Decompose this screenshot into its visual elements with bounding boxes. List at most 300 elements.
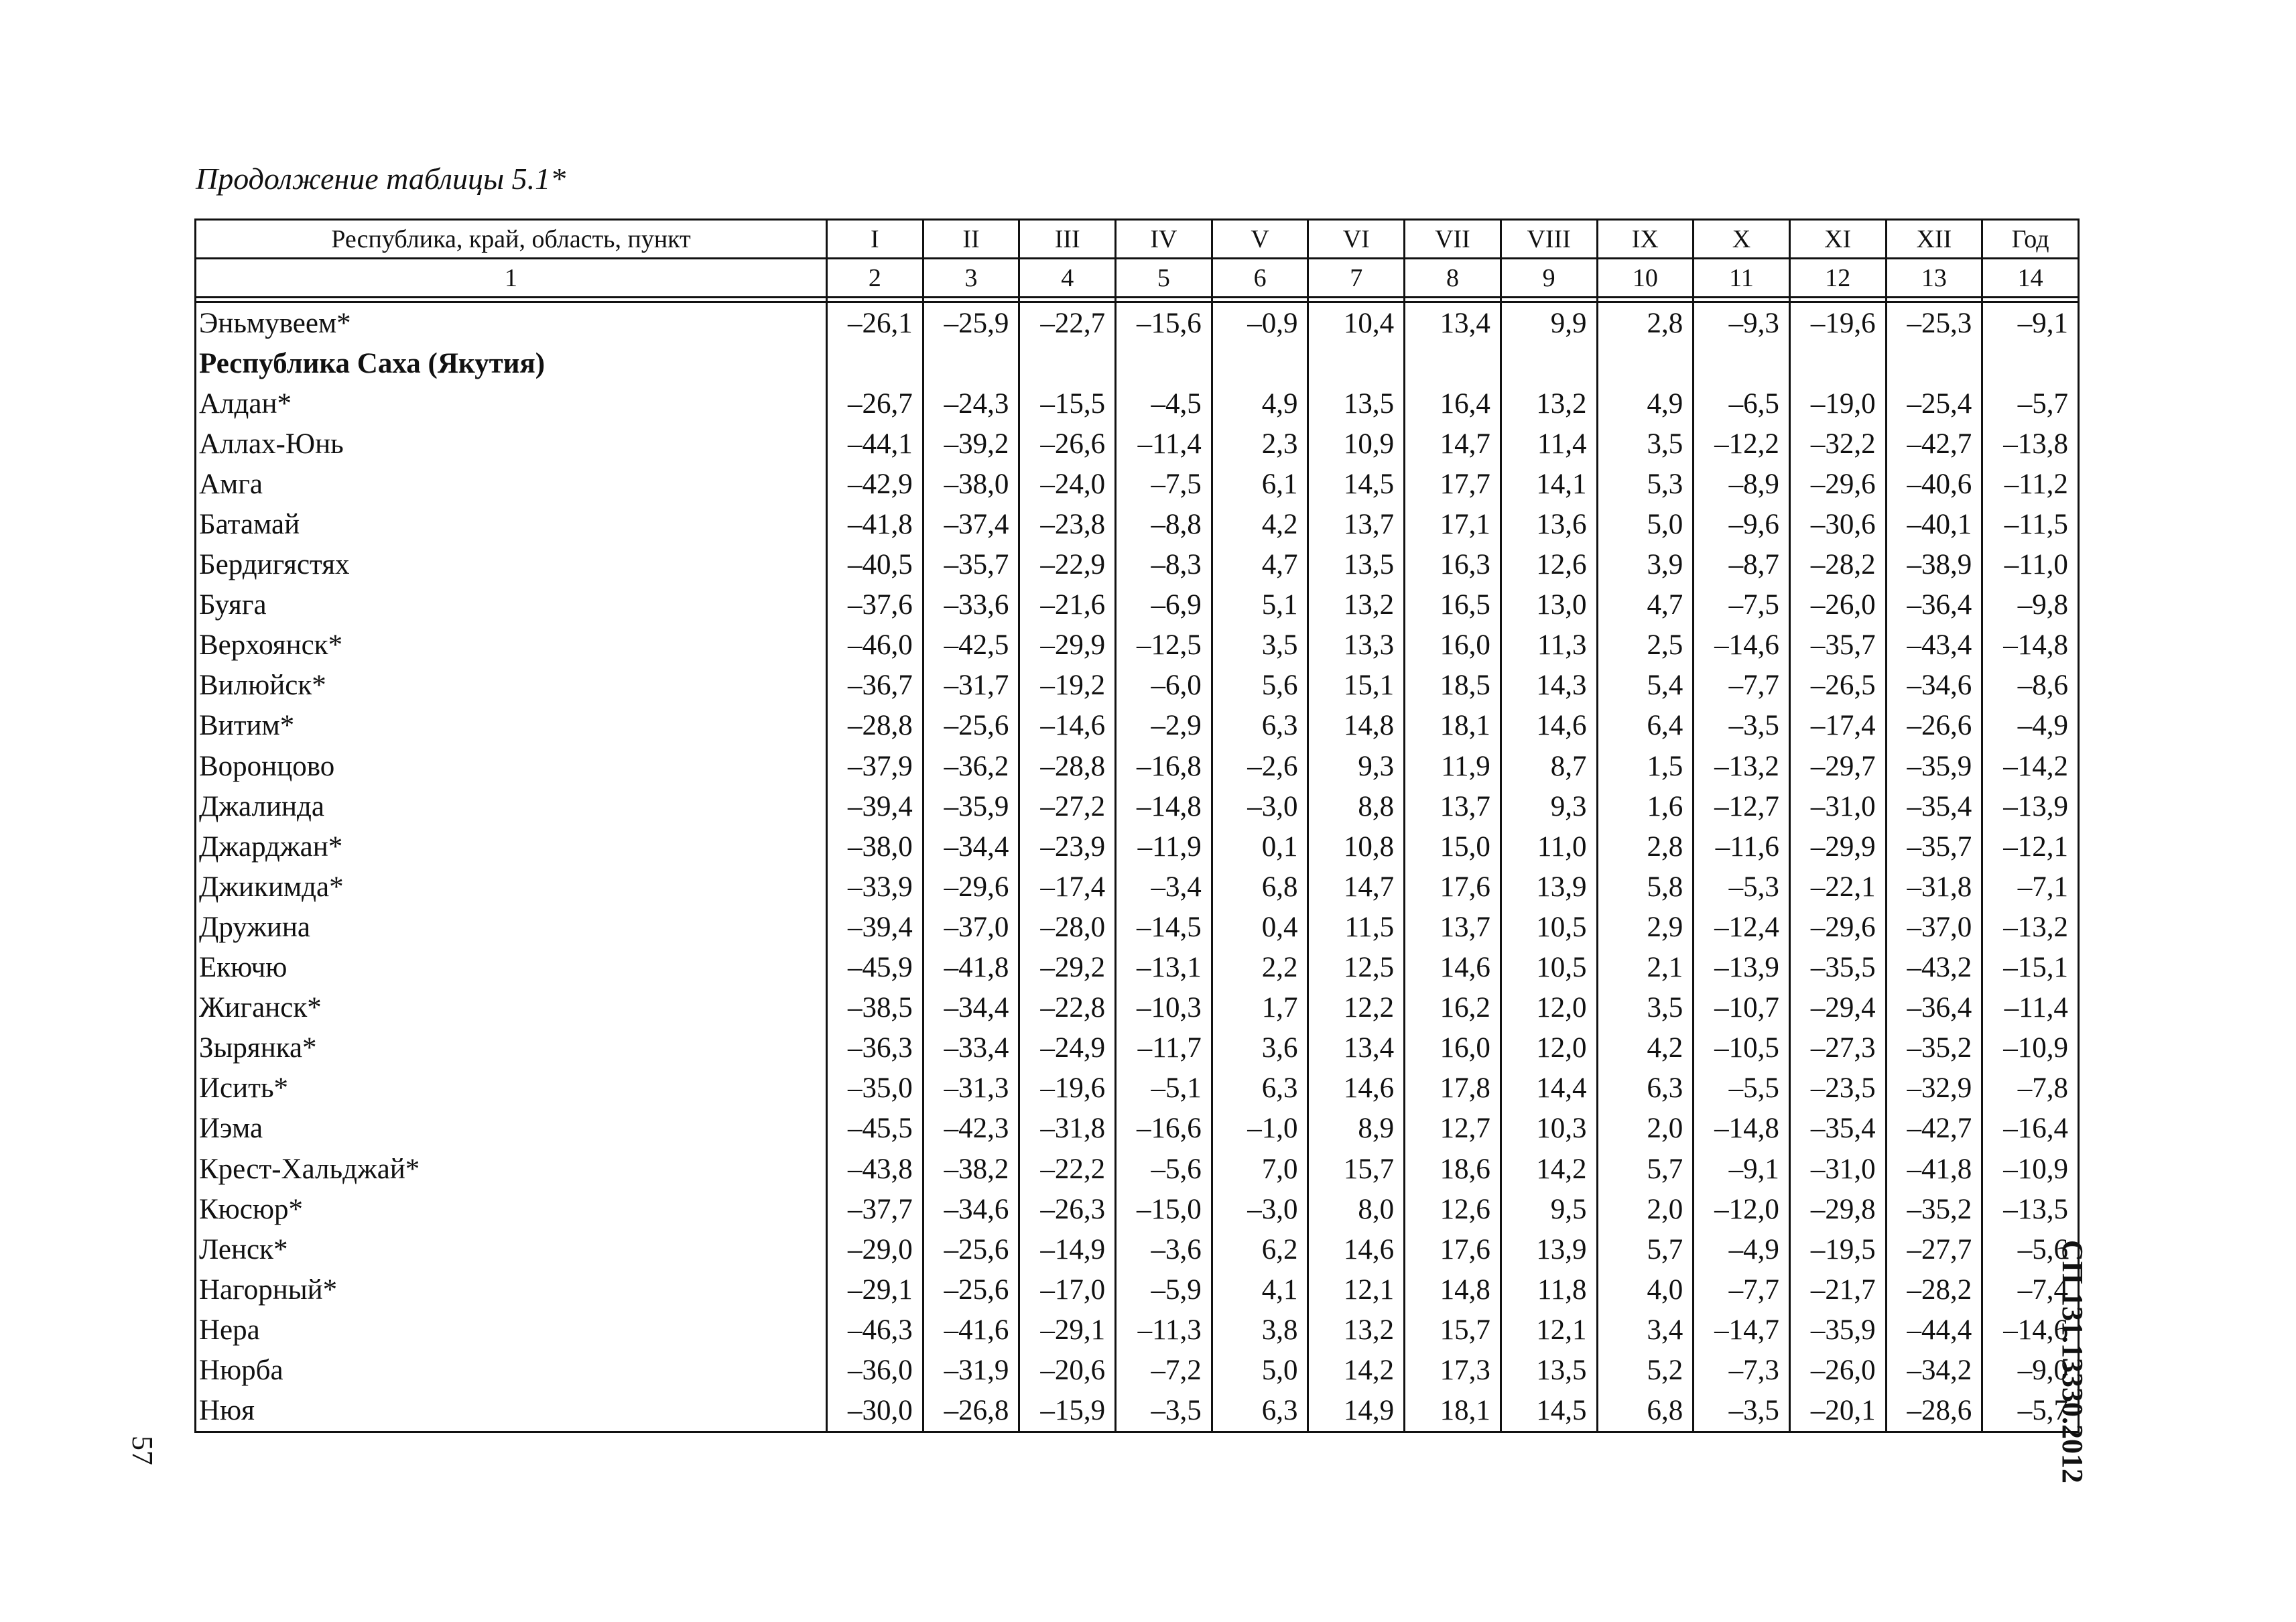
value-cell: 5,7	[1597, 1149, 1694, 1189]
value-cell: 14,4	[1501, 1068, 1597, 1109]
value-cell: –25,4	[1886, 383, 1982, 424]
value-cell: 12,1	[1308, 1269, 1405, 1310]
value-cell: –31,9	[923, 1350, 1019, 1390]
value-cell: 6,8	[1212, 867, 1308, 907]
value-cell: –21,7	[1789, 1269, 1886, 1310]
value-cell: –43,8	[827, 1149, 923, 1189]
header-row-months	[196, 220, 2079, 259]
value-cell: –10,5	[1694, 1028, 1790, 1068]
value-cell: –28,8	[827, 706, 923, 746]
value-cell: –36,7	[827, 666, 923, 706]
value-cell: –34,2	[1886, 1350, 1982, 1390]
station-name: Аллах-Юнь	[196, 424, 827, 464]
value-cell: 2,3	[1212, 424, 1308, 464]
value-cell	[1982, 343, 2079, 383]
value-cell: –14,6	[1019, 706, 1116, 746]
value-cell: 11,5	[1308, 907, 1405, 947]
value-cell: 13,9	[1501, 1229, 1597, 1269]
value-cell: 16,2	[1405, 988, 1501, 1028]
value-cell: –29,7	[1789, 746, 1886, 786]
value-cell: –43,2	[1886, 948, 1982, 988]
value-cell: –28,6	[1886, 1391, 1982, 1432]
station-name: Ленск*	[196, 1229, 827, 1269]
value-cell: –14,6	[1982, 1310, 2079, 1350]
value-cell: –38,0	[827, 826, 923, 867]
value-cell: 13,5	[1308, 383, 1405, 424]
value-cell: –5,7	[1982, 383, 2079, 424]
value-cell: –38,5	[827, 988, 923, 1028]
value-cell: –37,7	[827, 1189, 923, 1229]
table-row	[196, 826, 2079, 867]
value-cell: 17,3	[1405, 1350, 1501, 1390]
value-cell: –20,1	[1789, 1391, 1886, 1432]
table-row	[196, 1149, 2079, 1189]
station-name: Бердигястях	[196, 545, 827, 585]
value-cell: 14,7	[1308, 867, 1405, 907]
station-name: Эньмувеем*	[196, 302, 827, 344]
value-cell: –42,7	[1886, 424, 1982, 464]
value-cell: –33,6	[923, 585, 1019, 625]
value-cell: 1,5	[1597, 746, 1694, 786]
value-cell: –35,2	[1886, 1028, 1982, 1068]
value-cell: 5,0	[1212, 1350, 1308, 1390]
table-row	[196, 1068, 2079, 1109]
value-cell: –5,5	[1694, 1068, 1790, 1109]
value-cell: –31,0	[1789, 786, 1886, 826]
value-cell: 13,4	[1405, 302, 1501, 344]
value-cell: –42,3	[923, 1109, 1019, 1149]
value-cell: 6,3	[1597, 1068, 1694, 1109]
value-cell: 13,5	[1501, 1350, 1597, 1390]
value-cell: –29,6	[923, 867, 1019, 907]
value-cell: 2,8	[1597, 826, 1694, 867]
value-cell: –30,6	[1789, 504, 1886, 544]
value-cell: –11,9	[1116, 826, 1212, 867]
value-cell: –9,1	[1694, 1149, 1790, 1189]
value-cell: –35,9	[1789, 1310, 1886, 1350]
value-cell: –13,9	[1694, 948, 1790, 988]
value-cell: 14,8	[1308, 706, 1405, 746]
value-cell: 4,9	[1597, 383, 1694, 424]
value-cell: –25,6	[923, 706, 1019, 746]
value-cell: –11,4	[1982, 988, 2079, 1028]
value-cell: 14,6	[1308, 1229, 1405, 1269]
value-cell: –44,4	[1886, 1310, 1982, 1350]
value-cell: 5,4	[1597, 666, 1694, 706]
value-cell: 13,7	[1405, 786, 1501, 826]
value-cell: –31,8	[1886, 867, 1982, 907]
value-cell: –35,9	[923, 786, 1019, 826]
value-cell: –9,1	[1982, 302, 2079, 344]
value-cell: –42,9	[827, 464, 923, 504]
value-cell: 15,7	[1308, 1149, 1405, 1189]
value-cell: –23,5	[1789, 1068, 1886, 1109]
value-cell: 18,6	[1405, 1149, 1501, 1189]
region-name: Республика Саха (Якутия)	[196, 343, 827, 383]
value-cell: 1,6	[1597, 786, 1694, 826]
value-cell: 13,4	[1308, 1028, 1405, 1068]
value-cell: –29,0	[827, 1229, 923, 1269]
value-cell: –13,8	[1982, 424, 2079, 464]
value-cell: –29,1	[827, 1269, 923, 1310]
value-cell: 18,1	[1405, 1391, 1501, 1432]
value-cell: –40,5	[827, 545, 923, 585]
value-cell: –9,0	[1982, 1350, 2079, 1390]
value-cell: 11,4	[1501, 424, 1597, 464]
value-cell: 12,7	[1405, 1109, 1501, 1149]
value-cell: –8,3	[1116, 545, 1212, 585]
value-cell: –6,5	[1694, 383, 1790, 424]
value-cell: –14,5	[1116, 907, 1212, 947]
station-name: Нюя	[196, 1391, 827, 1432]
value-cell: –12,4	[1694, 907, 1790, 947]
value-cell: –10,7	[1694, 988, 1790, 1028]
value-cell: –13,5	[1982, 1189, 2079, 1229]
station-name: Верхоянск*	[196, 625, 827, 666]
value-cell: 5,7	[1597, 1229, 1694, 1269]
station-name: Витим*	[196, 706, 827, 746]
value-cell: –21,6	[1019, 585, 1116, 625]
value-cell: –13,9	[1982, 786, 2079, 826]
value-cell: 13,0	[1501, 585, 1597, 625]
col-number: 11	[1694, 259, 1790, 298]
value-cell: –31,7	[923, 666, 1019, 706]
station-name: Воронцово	[196, 746, 827, 786]
value-cell: –16,4	[1982, 1109, 2079, 1149]
table-row	[196, 625, 2079, 666]
header-month: X	[1694, 220, 1790, 259]
value-cell: 6,3	[1212, 1391, 1308, 1432]
value-cell: 5,8	[1597, 867, 1694, 907]
value-cell: –26,1	[827, 302, 923, 344]
value-cell: 14,1	[1501, 464, 1597, 504]
value-cell: 16,4	[1405, 383, 1501, 424]
value-cell: –5,6	[1982, 1229, 2079, 1269]
value-cell: –22,9	[1019, 545, 1116, 585]
station-name: Джикимда*	[196, 867, 827, 907]
value-cell: –41,8	[923, 948, 1019, 988]
value-cell: 5,0	[1597, 504, 1694, 544]
value-cell: –8,7	[1694, 545, 1790, 585]
value-cell: 11,8	[1501, 1269, 1597, 1310]
value-cell: –46,3	[827, 1310, 923, 1350]
value-cell: –10,9	[1982, 1149, 2079, 1189]
value-cell: –15,6	[1116, 302, 1212, 344]
col-number: 4	[1019, 259, 1116, 298]
value-cell: 6,3	[1212, 1068, 1308, 1109]
value-cell: –36,4	[1886, 988, 1982, 1028]
value-cell: –19,6	[1789, 302, 1886, 344]
header-month: III	[1019, 220, 1116, 259]
value-cell: –36,0	[827, 1350, 923, 1390]
value-cell: –10,3	[1116, 988, 1212, 1028]
value-cell: –11,0	[1982, 545, 2079, 585]
value-cell: 14,5	[1501, 1391, 1597, 1432]
value-cell: –2,9	[1116, 706, 1212, 746]
col-number: 1	[196, 259, 827, 298]
value-cell: –42,7	[1886, 1109, 1982, 1149]
value-cell: 13,5	[1308, 545, 1405, 585]
station-name: Батамай	[196, 504, 827, 544]
value-cell: 14,9	[1308, 1391, 1405, 1432]
col-number: 14	[1982, 259, 2079, 298]
value-cell: –5,9	[1116, 1269, 1212, 1310]
value-cell: 13,2	[1308, 1310, 1405, 1350]
header-month: VI	[1308, 220, 1405, 259]
value-cell: –29,9	[1019, 625, 1116, 666]
table-row	[196, 706, 2079, 746]
value-cell: –32,9	[1886, 1068, 1982, 1109]
value-cell	[1501, 343, 1597, 383]
col-number: 10	[1597, 259, 1694, 298]
value-cell: 13,9	[1501, 867, 1597, 907]
value-cell: –35,0	[827, 1068, 923, 1109]
value-cell: –26,3	[1019, 1189, 1116, 1229]
value-cell: –25,3	[1886, 302, 1982, 344]
value-cell: –7,7	[1694, 666, 1790, 706]
value-cell: 6,1	[1212, 464, 1308, 504]
value-cell: 4,7	[1597, 585, 1694, 625]
value-cell: –3,6	[1116, 1229, 1212, 1269]
value-cell: 14,6	[1501, 706, 1597, 746]
table-row	[196, 504, 2079, 544]
value-cell: –41,8	[1886, 1149, 1982, 1189]
value-cell: –37,4	[923, 504, 1019, 544]
table-row	[196, 1350, 2079, 1390]
value-cell: –14,9	[1019, 1229, 1116, 1269]
value-cell	[1597, 343, 1694, 383]
value-cell: –46,0	[827, 625, 923, 666]
value-cell: –7,3	[1694, 1350, 1790, 1390]
value-cell: 2,0	[1597, 1189, 1694, 1229]
value-cell: –11,6	[1694, 826, 1790, 867]
value-cell: –29,8	[1789, 1189, 1886, 1229]
value-cell: 18,5	[1405, 666, 1501, 706]
value-cell: 6,2	[1212, 1229, 1308, 1269]
value-cell: 3,4	[1597, 1310, 1694, 1350]
value-cell: –10,9	[1982, 1028, 2079, 1068]
value-cell: –5,3	[1694, 867, 1790, 907]
value-cell: –35,7	[923, 545, 1019, 585]
value-cell: 13,7	[1308, 504, 1405, 544]
value-cell: –35,4	[1789, 1109, 1886, 1149]
value-cell: –27,3	[1789, 1028, 1886, 1068]
value-cell: –11,3	[1116, 1310, 1212, 1350]
value-cell: 8,8	[1308, 786, 1405, 826]
value-cell: –12,1	[1982, 826, 2079, 867]
value-cell: 5,6	[1212, 666, 1308, 706]
col-number: 7	[1308, 259, 1405, 298]
value-cell: 9,3	[1308, 746, 1405, 786]
value-cell: 4,7	[1212, 545, 1308, 585]
value-cell: 3,6	[1212, 1028, 1308, 1068]
table-row	[196, 1269, 2079, 1310]
value-cell: 9,5	[1501, 1189, 1597, 1229]
value-cell: –7,1	[1982, 867, 2079, 907]
value-cell: –35,2	[1886, 1189, 1982, 1229]
value-cell: –31,3	[923, 1068, 1019, 1109]
value-cell: –37,9	[827, 746, 923, 786]
value-cell	[1212, 343, 1308, 383]
station-name: Нагорный*	[196, 1269, 827, 1310]
value-cell: –15,0	[1116, 1189, 1212, 1229]
station-name: Джарджан*	[196, 826, 827, 867]
value-cell: 10,5	[1501, 907, 1597, 947]
station-name: Исить*	[196, 1068, 827, 1109]
value-cell: –12,2	[1694, 424, 1790, 464]
value-cell: –22,1	[1789, 867, 1886, 907]
value-cell: –31,0	[1789, 1149, 1886, 1189]
value-cell: 2,5	[1597, 625, 1694, 666]
value-cell: 6,4	[1597, 706, 1694, 746]
value-cell: –8,9	[1694, 464, 1790, 504]
table-row	[196, 1310, 2079, 1350]
value-cell: 4,9	[1212, 383, 1308, 424]
value-cell: 17,7	[1405, 464, 1501, 504]
value-cell: 2,8	[1597, 302, 1694, 344]
value-cell: –9,8	[1982, 585, 2079, 625]
header-month: VIII	[1501, 220, 1597, 259]
value-cell: –25,9	[923, 302, 1019, 344]
value-cell: 3,9	[1597, 545, 1694, 585]
value-cell: 3,5	[1212, 625, 1308, 666]
value-cell: –37,6	[827, 585, 923, 625]
value-cell: –19,6	[1019, 1068, 1116, 1109]
value-cell: –38,0	[923, 464, 1019, 504]
table-row	[196, 1229, 2079, 1269]
value-cell: 9,3	[1501, 786, 1597, 826]
value-cell: –39,4	[827, 786, 923, 826]
value-cell: 15,1	[1308, 666, 1405, 706]
station-name: Джалинда	[196, 786, 827, 826]
value-cell: 17,6	[1405, 1229, 1501, 1269]
document-code: СП 131.13330.2012	[2056, 1240, 2089, 1483]
table-row	[196, 988, 2079, 1028]
value-cell: –34,4	[923, 988, 1019, 1028]
value-cell: –4,5	[1116, 383, 1212, 424]
value-cell: –36,2	[923, 746, 1019, 786]
value-cell: –36,4	[1886, 585, 1982, 625]
value-cell: 15,7	[1405, 1310, 1501, 1350]
value-cell: –7,5	[1694, 585, 1790, 625]
value-cell: –3,5	[1694, 706, 1790, 746]
value-cell: –27,2	[1019, 786, 1116, 826]
value-cell: 17,1	[1405, 504, 1501, 544]
value-cell: –34,6	[1886, 666, 1982, 706]
value-cell: –45,5	[827, 1109, 923, 1149]
value-cell: –39,2	[923, 424, 1019, 464]
value-cell: –0,9	[1212, 302, 1308, 344]
header-month: V	[1212, 220, 1308, 259]
value-cell: –14,8	[1982, 625, 2079, 666]
value-cell: –41,8	[827, 504, 923, 544]
value-cell: –26,0	[1789, 585, 1886, 625]
value-cell: 8,0	[1308, 1189, 1405, 1229]
station-name: Нюрба	[196, 1350, 827, 1390]
value-cell: –28,0	[1019, 907, 1116, 947]
station-name: Иэма	[196, 1109, 827, 1149]
header-name-col: Республика, край, область, пункт	[196, 220, 827, 259]
header-month: IV	[1116, 220, 1212, 259]
value-cell: –33,9	[827, 867, 923, 907]
value-cell: 10,4	[1308, 302, 1405, 344]
value-cell: 7,0	[1212, 1149, 1308, 1189]
value-cell	[1886, 343, 1982, 383]
climate-table	[194, 219, 2080, 1433]
station-name: Зырянка*	[196, 1028, 827, 1068]
value-cell: 8,9	[1308, 1109, 1405, 1149]
value-cell: –26,8	[923, 1391, 1019, 1432]
value-cell: 2,2	[1212, 948, 1308, 988]
value-cell	[1116, 343, 1212, 383]
value-cell: 12,0	[1501, 1028, 1597, 1068]
value-cell: –40,1	[1886, 504, 1982, 544]
table-caption: Продолжение таблицы 5.1*	[196, 162, 566, 196]
value-cell: –13,2	[1694, 746, 1790, 786]
value-cell: –15,1	[1982, 948, 2079, 988]
col-number: 9	[1501, 259, 1597, 298]
value-cell: –33,4	[923, 1028, 1019, 1068]
value-cell: –19,2	[1019, 666, 1116, 706]
value-cell: –28,8	[1019, 746, 1116, 786]
value-cell: –5,6	[1116, 1149, 1212, 1189]
station-name: Алдан*	[196, 383, 827, 424]
value-cell: –1,0	[1212, 1109, 1308, 1149]
value-cell: –3,0	[1212, 1189, 1308, 1229]
value-cell: 16,3	[1405, 545, 1501, 585]
header-month: VII	[1405, 220, 1501, 259]
value-cell: –39,4	[827, 907, 923, 947]
value-cell: 16,5	[1405, 585, 1501, 625]
station-name: Нера	[196, 1310, 827, 1350]
value-cell: –13,2	[1982, 907, 2079, 947]
value-cell: –3,5	[1116, 1391, 1212, 1432]
value-cell: 4,0	[1597, 1269, 1694, 1310]
value-cell: –27,7	[1886, 1229, 1982, 1269]
table-header	[196, 220, 2079, 302]
value-cell: 11,3	[1501, 625, 1597, 666]
table-row	[196, 302, 2079, 344]
value-cell: –11,5	[1982, 504, 2079, 544]
value-cell: 5,1	[1212, 585, 1308, 625]
value-cell: –17,4	[1789, 706, 1886, 746]
value-cell: –16,8	[1116, 746, 1212, 786]
station-name: Вилюйск*	[196, 666, 827, 706]
value-cell: 16,0	[1405, 1028, 1501, 1068]
value-cell: –13,1	[1116, 948, 1212, 988]
value-cell: –8,6	[1982, 666, 2079, 706]
value-cell: 10,9	[1308, 424, 1405, 464]
value-cell: –8,8	[1116, 504, 1212, 544]
value-cell: –24,9	[1019, 1028, 1116, 1068]
value-cell: –14,8	[1116, 786, 1212, 826]
value-cell: –38,2	[923, 1149, 1019, 1189]
value-cell: 18,1	[1405, 706, 1501, 746]
value-cell: –25,6	[923, 1229, 1019, 1269]
value-cell: 17,6	[1405, 867, 1501, 907]
value-cell: –23,8	[1019, 504, 1116, 544]
value-cell	[827, 343, 923, 383]
value-cell: –5,1	[1116, 1068, 1212, 1109]
station-name: Екючю	[196, 948, 827, 988]
table-row	[196, 1028, 2079, 1068]
value-cell: 11,0	[1501, 826, 1597, 867]
value-cell: 14,6	[1308, 1068, 1405, 1109]
value-cell: 5,3	[1597, 464, 1694, 504]
value-cell	[1789, 343, 1886, 383]
value-cell: 3,5	[1597, 424, 1694, 464]
header-month: II	[923, 220, 1019, 259]
